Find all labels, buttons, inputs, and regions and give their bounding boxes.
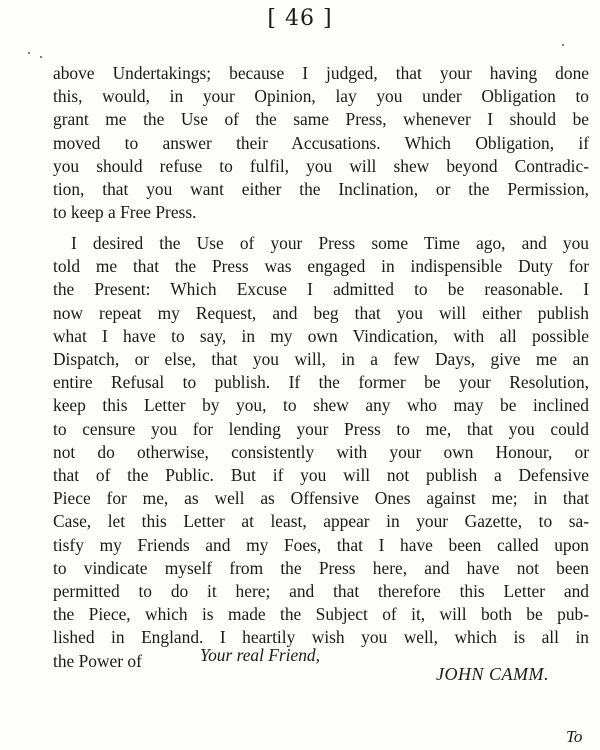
closing-salutation: Your real Friend,	[200, 645, 320, 665]
text-line: tisfy my Friends and my Foes, that I have been called upon	[53, 534, 589, 555]
text-line: tion, that you want either the Inclination, or the Permission,	[53, 179, 589, 200]
text-line: the Piece, which is made the Subject of it, will both be pub-	[53, 604, 589, 625]
text-line: the Power of	[53, 650, 142, 671]
text-line: lished in England. I heartily wish you well, which is all in	[53, 627, 589, 648]
text-line: to censure you for lending your Press to me, that you could	[53, 418, 589, 439]
text-line: this, would, in your Opinion, lay you under Obligation to	[53, 86, 589, 107]
text-line: what I have to say, in my own Vindication, with all possible	[53, 325, 589, 346]
signature: JOHN CAMM.	[436, 664, 549, 684]
ink-speck	[562, 44, 564, 46]
text-line: I desired the Use of your Press some Time ago, and you	[71, 233, 589, 253]
text-line: entire Refusal to publish. If the former be your Resolution,	[53, 372, 589, 393]
text-line: moved to answer their Accusations. Which Obligation, if	[53, 132, 589, 153]
catchword: To	[566, 727, 583, 746]
text-line: grant me the Use of the same Press, whenever I should be	[53, 109, 589, 130]
ink-speck	[28, 52, 30, 54]
ink-speck	[40, 56, 42, 58]
text-line: above Undertakings; because I judged, that your having done	[53, 63, 589, 83]
paragraph-2	[53, 232, 589, 673]
paragraph-1	[53, 62, 589, 224]
text-line: not do otherwise, consistently with your own Honour, or	[53, 441, 589, 462]
text-line: you should refuse to fulfil, you will shew beyond Contradic-	[53, 155, 589, 176]
page-number: [ 46 ]	[267, 6, 333, 31]
text-line: now repeat my Request, and beg that you will either publish	[53, 302, 589, 323]
text-line: Piece for me, as well as Offensive Ones against me; in that	[53, 488, 589, 509]
text-line: permitted to do it here; and that therefore this Letter and	[53, 581, 589, 602]
text-line: Case, let this Letter at least, appear in your Gazette, to sa-	[53, 511, 589, 532]
text-line: keep this Letter by you, to shew any who may be inclined	[53, 395, 589, 416]
text-line: the Present: Which Excuse I admitted to be reasonable. I	[53, 279, 589, 300]
text-line: that of the Public. But if you will not publish a Defensive	[53, 465, 589, 486]
text-line: Dispatch, or else, that you will, in a few Days, give me an	[53, 349, 589, 370]
text-line: told me that the Press was engaged in indispensible Duty for	[53, 256, 589, 277]
text-line: to vindicate myself from the Press here, and have not been	[53, 557, 589, 578]
text-line: to keep a Free Press.	[53, 202, 197, 223]
